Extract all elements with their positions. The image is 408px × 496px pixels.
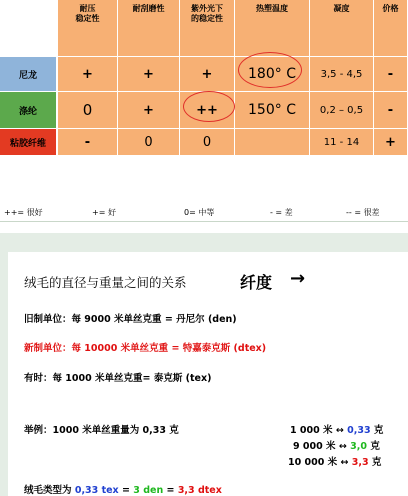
conversion-row: 1 000 米 ↔ 0,33 克 bbox=[290, 425, 384, 436]
sometimes-text: 有时：每 1000 米单丝克重= 泰克斯 (tex) bbox=[24, 373, 212, 384]
fineness-card bbox=[8, 252, 408, 496]
fineness-panel bbox=[0, 233, 408, 496]
row-label-nylon: 尼龙 bbox=[0, 57, 58, 92]
cell: 11 - 14 bbox=[310, 129, 374, 156]
highlight-circle-180 bbox=[238, 52, 302, 88]
cell: 0 bbox=[180, 129, 235, 156]
row-label-viscose: 粘胶纤维 bbox=[0, 129, 58, 156]
row-label-polyester: 涤纶 bbox=[0, 92, 58, 129]
new-unit-text: 新制单位：每 10000 米单丝克重 = 特嘉泰克斯 (dtex) bbox=[24, 343, 267, 354]
fiber-type-line: 绒毛类型为 0,33 tex = 3 den = 3,3 dtex bbox=[24, 485, 222, 496]
header-abrasion-resistance: 耐刮磨性 bbox=[118, 0, 180, 57]
cell: - bbox=[374, 92, 408, 129]
cell: 180° C bbox=[235, 57, 310, 92]
cell: + bbox=[58, 57, 118, 92]
header-pressure-stability: 耐压 稳定性 bbox=[58, 0, 118, 57]
conversion-row: 10 000 米 ↔ 3,3 克 bbox=[288, 457, 382, 468]
legend-item: 0= 中等 bbox=[184, 208, 215, 217]
cell: 0 bbox=[118, 129, 180, 156]
cell: 0,2 – 0,5 bbox=[310, 92, 374, 129]
cell: 150° C bbox=[235, 92, 310, 129]
legend-divider bbox=[0, 221, 408, 222]
right-arrow-icon: → bbox=[290, 268, 306, 289]
legend-item: += 好 bbox=[92, 208, 116, 217]
old-unit-text: 旧制单位：每 9000 米单丝克重 = 丹尼尔 (den) bbox=[24, 314, 237, 325]
fineness-title: 绒毛的直径与重量之间的关系 bbox=[24, 275, 187, 290]
cell: + bbox=[118, 92, 180, 129]
cell: - bbox=[374, 57, 408, 92]
highlight-circle-uv bbox=[183, 91, 235, 122]
legend-item: -- = 很差 bbox=[346, 208, 380, 217]
conversion-row: 9 000 米 ↔ 3,0 克 bbox=[293, 441, 380, 452]
cell: 3,5 - 4,5 bbox=[310, 57, 374, 92]
header-fineness: 凝度 bbox=[310, 0, 374, 57]
cell: 0 bbox=[58, 92, 118, 129]
cell: - bbox=[58, 129, 118, 156]
fineness-title-big: 纤度 bbox=[240, 273, 273, 292]
cell: + bbox=[374, 129, 408, 156]
cell: + bbox=[118, 57, 180, 92]
header-uv-stability: 紫外光下 的稳定性 bbox=[180, 0, 235, 57]
comparison-table bbox=[0, 0, 408, 156]
table-corner bbox=[0, 0, 58, 57]
header-price: 价格 bbox=[374, 0, 408, 57]
example-text: 举例：1000 米单丝重量为 0,33 克 bbox=[24, 425, 179, 436]
legend-item: ++= 很好 bbox=[4, 208, 43, 217]
header-thermoplastic-temp: 热塑温度 bbox=[235, 0, 310, 57]
legend-item: - = 差 bbox=[270, 208, 293, 217]
cell: ++ bbox=[180, 92, 235, 129]
cell bbox=[235, 129, 310, 156]
cell: + bbox=[180, 57, 235, 92]
rating-legend bbox=[0, 203, 408, 225]
